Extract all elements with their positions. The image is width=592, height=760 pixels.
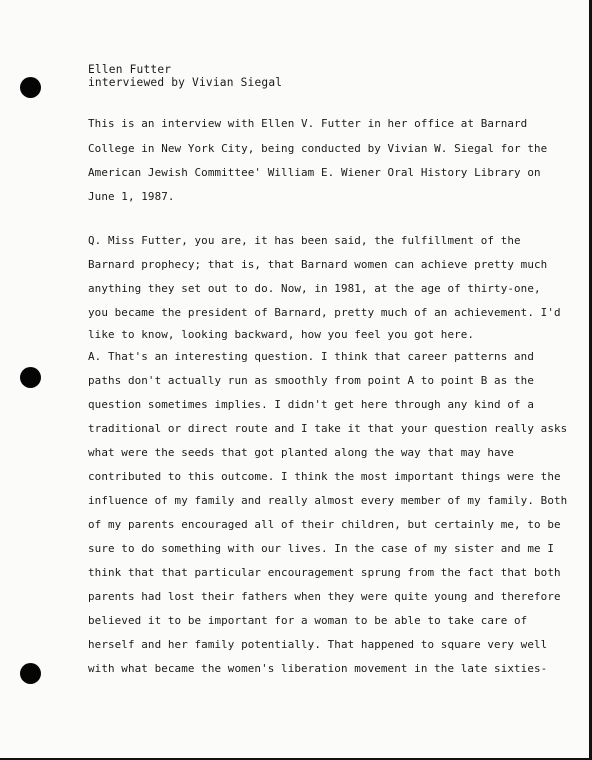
binder-hole-top <box>20 77 41 98</box>
answer-line: of my parents encouraged all of their children, but certainly me, to be <box>88 518 561 531</box>
interviewer-line: interviewed by Vivian Siegal <box>88 76 283 89</box>
transcript-heading <box>88 63 282 89</box>
answer-line: think that that particular encouragement sprung from the fact that both <box>88 566 561 579</box>
answer-line: A. That's an interesting question. I think that career patterns and <box>88 350 534 363</box>
answer-line: question sometimes implies. I didn't get here through any kind of a <box>88 398 534 411</box>
answer-line: what were the seeds that got planted along the way that may have <box>88 446 515 459</box>
answer-line: parents had lost their fathers when they were quite young and therefore <box>88 590 561 603</box>
intro-line: This is an interview with Ellen V. Futter in her office at Barnard <box>88 117 528 130</box>
binder-hole-bottom <box>20 663 41 684</box>
answer-line: influence of my family and really almost every member of my family. Both <box>88 494 568 507</box>
answer-line: herself and her family potentially. That happened to square very well <box>88 638 548 651</box>
intro-line: College in New York City, being conducted by Vivian W. Siegal for the <box>88 142 548 155</box>
binder-hole-middle <box>20 367 41 388</box>
answer-line: with what became the women's liberation movement in the late sixties- <box>88 662 548 675</box>
answer-line: traditional or direct route and I take it that your question really asks <box>88 422 568 435</box>
answer-line: paths don't actually run as smoothly from point A to point B as the <box>88 374 534 387</box>
question-line: Q. Miss Futter, you are, it has been said, the fulfillment of the <box>88 234 521 247</box>
answer-line: sure to do something with our lives. In the case of my sister and me I <box>88 542 554 555</box>
question-line: like to know, looking backward, how you feel you got here. <box>88 328 475 341</box>
question-line: anything they set out to do. Now, in 1981, at the age of thirty-one, <box>88 282 541 295</box>
intro-line: June 1, 1987. <box>88 190 175 203</box>
answer-line: believed it to be important for a woman to be able to take care of <box>88 614 528 627</box>
intro-line: American Jewish Committee' William E. Wiener Oral History Library on <box>88 166 541 179</box>
question-line: Barnard prophecy; that is, that Barnard women can achieve pretty much <box>88 258 548 271</box>
question-line: you became the president of Barnard, pretty much of an achievement. I'd <box>88 306 561 319</box>
answer-line: contributed to this outcome. I think the most important things were the <box>88 470 561 483</box>
subject-name: Ellen Futter <box>88 63 172 76</box>
